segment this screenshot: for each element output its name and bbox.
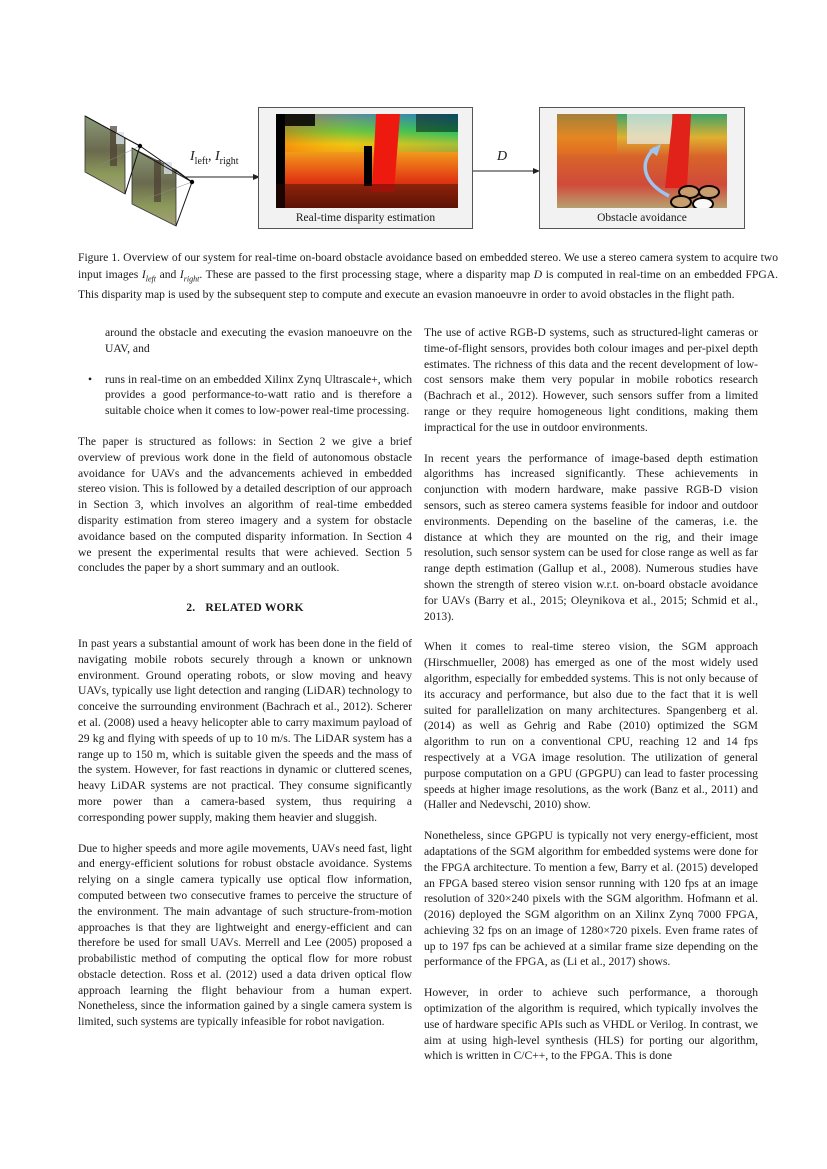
disparity-estimation-panel xyxy=(258,107,473,229)
disparity-map-image xyxy=(276,114,458,208)
figure-1 xyxy=(0,0,827,240)
bullet-continuation: around the obstacle and executing the evasion manoeuvre on the UAV, and xyxy=(105,326,412,355)
arrow-label-disparity-map: D xyxy=(497,149,508,164)
bullet-marker-icon: • xyxy=(88,372,93,386)
paragraph-rgbd: The use of active RGB-D systems, such as structured-light cameras or time-of-flight sensors, provides both colour images and per-pixel depth estimates. The richness of this data and the recent development of low-cost sensors make them very popular in mobile robotics research (Bachrach et al., 2012). However, such sensors suffer from a limited range or they require homogeneous light conditions, making them impractical for the use in outdoor environments. xyxy=(424,326,758,434)
obstacle-avoidance-image xyxy=(557,114,727,208)
paragraph-paper-structure: The paper is structured as follows: in Section 2 we give a brief overview of previous work done in the field of autonomous obstacle avoidance for UAVs and the advancements achieved in embedded stereo vision. This is followed by a detailed description of our approach in Section 3, which involves an algorithm of real-time embedded disparity estimation from stereo imagery and a system for obstacle avoidance based on the computed disparity information. In Section 4 we present the experimental results that were achieved. Section 5 concludes the paper by a short summary and an outlook. xyxy=(78,434,412,575)
arrow-label-input-images: $I_{left}$, $I_{right}$ xyxy=(190,149,239,167)
bullet-item: • runs in real-time on an embedded Xilinx Zynq Ultrascale+, which provides a good performance-to-watt ratio and is therefore a suitable choice when it comes to low-power real-time processing. xyxy=(88,372,412,418)
section-heading-related-work: 2. RELATED WORK xyxy=(186,601,304,615)
arrow-disparity-to-avoidance xyxy=(473,166,541,176)
paragraph-optical-flow: Due to higher speeds and more agile movements, UAVs need fast, light and energy-efficient solutions for robust obstacle avoidance. Systems relying on a single camera typically use optical flow information, computed between two consecutive frames to perceive the structure of the environment. The main advantage of such structure-from-motion approaches is that they are lightweight and energy-efficient and can therefore be used for small UAVs. Merrell and Lee (2005) proposed a probabilistic method of computing the optical flow for more robust obstacle detection. Ross et al. (2012) used a data driven optical flow approach learning the flight behaviour from a human expert. Nonetheless, since the information gained by a single camera system is limited, such systems are typically infeasible for robot navigation. xyxy=(78,841,412,1029)
left-column xyxy=(78,325,412,1045)
figure-caption: Figure 1. Overview of our system for real-time on-board obstacle avoidance based on embedded stereo. We use a stereo camera system to acquire two input images $I_{left}$ and $I_{right}$. These are passed to the first processing stage, where a disparity map D is computed in real-time on an embedded FPGA. This disparity map is used by the subsequent step to compute and execute an evasion manoeuvre in order to avoid obstacles in the flight path. xyxy=(78,251,778,302)
paragraph-hls: However, in order to achieve such performance, a thorough optimization of the algorithm is required, which typically involves the use of hardware specific APIs such as VHDL or Verilog. In contrast, we aim at using high-level synthesis (HLS) for porting our algorithm, which is written in C/C++, to the FPGA. This is done xyxy=(424,986,758,1063)
stereo-camera-frames-illustration xyxy=(80,112,200,230)
obstacle-avoidance-panel xyxy=(539,107,745,229)
right-column xyxy=(424,325,758,1079)
paragraph-lidar: In past years a substantial amount of work has been done in the field of navigating mobile robots securely through a known or unknown environment. Ground operating robots, or slow moving and heavy UAVs, typically use light detection and ranging (LiDAR) technology to conceive the surrounding environment (Bachrach et al., 2012). Scherer et al. (2008) used a heavy helicopter able to carry maximum payload of 29 kg and flying with speeds of up to 10 m/s. The LiDAR system has a range up to 150 m, which is suitable given the speeds and the mass of the system. However, for fast reactions in dynamic or cluttered scenes, heavy LiDAR systems are not practical. They consume significantly more power than a camera-based system, thus requiring a corresponding power supply, making them heavier and sluggish. xyxy=(78,636,412,824)
paragraph-stereo-vision: In recent years the performance of image-based depth estimation algorithms has increased significantly. These achievements in conjunction with modern hardware, make passive RGB-D vision sensors, such as stereo camera systems feasible for indoor and outdoor environments. Depending on the baseline of the cameras, i.e. the distance at which they are mounted on the rig, and their image resolution, such sensor system can be used for close range as well as far range depth estimation (Gallup et al., 2008). Numerous studies have shown the strength of stereo vision w.r.t. on-board obstacle avoidance for UAVs (Barry et al., 2015; Oleynikova et al., 2015; Schmid et al., 2013). xyxy=(424,451,758,623)
arrow-stereo-to-disparity xyxy=(183,172,261,182)
disparity-panel-caption: Real-time disparity estimation xyxy=(295,212,436,224)
avoidance-panel-caption: Obstacle avoidance xyxy=(597,212,687,224)
paragraph-fpga: Nonetheless, since GPGPU is typically not very energy-efficient, most adaptations of the SGM algorithm for embedded systems were done for the FPGA architecture. To mention a few, Barry et al. (2015) developed an FPGA based stereo vision sensor running with 120 fps at an image resolution of 320×240 pixels with the SGM algorithm. Hofmann et al. (2016) deployed the SGM algorithm on an Xilinx Zynq 7000 FPGA, achieving 32 fps on an image of 1280×720 pixels. Even frame rates of up to 197 fps can be achieved at a similar frame size depending on the performance of the FPGA, as (Li et al., 2017) shows. xyxy=(424,829,758,969)
paragraph-sgm: When it comes to real-time stereo vision, the SGM approach (Hirschmueller, 2008) has emerged as one of the most widely used algorithm, especially for embedded systems. This is not only because of its accuracy and performance, but also due to the fact that it is well suited for parallelization on many architectures. Spangenberg et al. (2014) as well as Gehrig and Rabe (2010) optimized the SGM algorithm to run on a conventional CPU, reaching 12 and 14 fps respectively at a VGA image resolution. The utilization of general purpose computation on a GPU (GPGPU) can lead to faster processing speeds at higher image resolutions, as the work (Banz et al., 2011) and (Haller and Nedevschi, 2010) show. xyxy=(424,640,758,812)
